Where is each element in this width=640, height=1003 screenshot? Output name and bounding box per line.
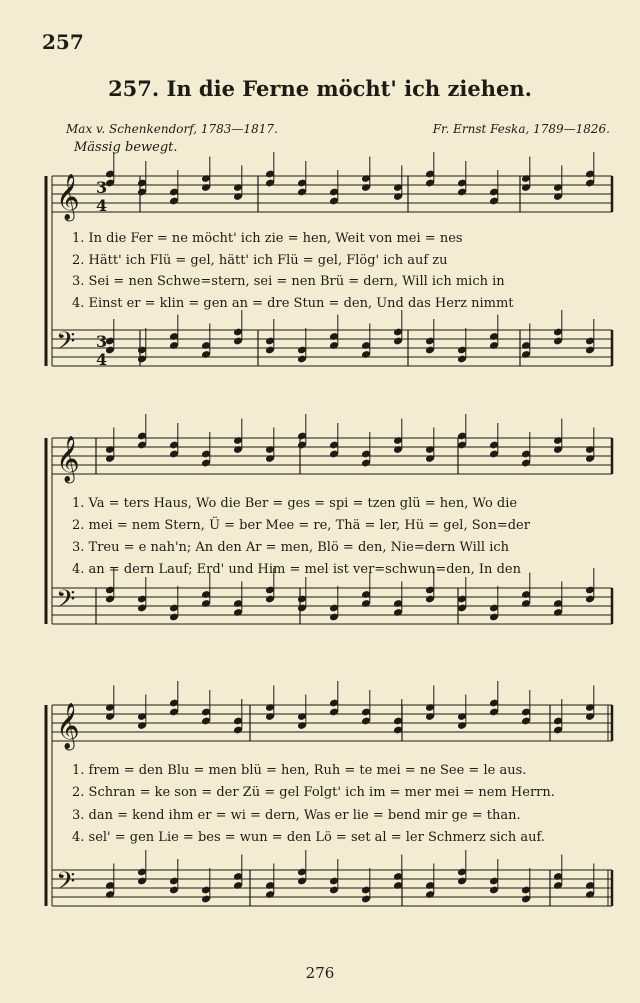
verse-line: 2. mei = nem Stern, Ü = ber Mee = re, Thä = ler, Hü = gel, Son=der <box>72 518 530 533</box>
verse-line: 2. Schran = ke son = der Zü = gel Folgt' ich im = mer mei = nem Herrn. <box>72 785 555 800</box>
svg-text:𝄞: 𝄞 <box>56 436 80 482</box>
hymn-title: 257. In die Ferne möcht' ich ziehen. <box>108 76 532 101</box>
svg-text:3: 3 <box>96 178 108 197</box>
verse-line: 4. sel' = gen Lie = bes = wun = den Lö = set al = ler Schmerz sich auf. <box>72 830 545 845</box>
verse-line: 2. Hätt' ich Flü = gel, hätt' ich Flü = gel, Flög' ich auf zu <box>72 253 448 268</box>
verse-line: 1. frem = den Blu = men blü = hen, Ruh = te mei = ne See = le aus. <box>72 763 527 778</box>
svg-text:4: 4 <box>96 350 108 369</box>
hymn-number-top: 257 <box>42 30 84 54</box>
composer-credit: Fr. Ernst Feska, 1789—1826. <box>432 122 610 136</box>
svg-text:𝄢: 𝄢 <box>56 585 76 620</box>
svg-text:3: 3 <box>96 332 108 351</box>
svg-text:𝄞: 𝄞 <box>56 703 80 749</box>
svg-text:𝄞: 𝄞 <box>56 174 80 220</box>
verse-line: 1. In die Fer = ne möcht' ich zie = hen, Weit von mei = nes <box>72 231 463 246</box>
verse-line: 3. Treu = e nah'n; An den Ar = men, Blö = den, Nie=dern Will ich <box>72 540 510 555</box>
tempo-marking: Mässig bewegt. <box>74 140 178 155</box>
verse-line: 3. dan = kend ihm er = wi = dern, Was er lie = bend mir ge = than. <box>72 808 521 823</box>
page-number: 276 <box>305 964 335 982</box>
svg-text:4: 4 <box>96 196 108 215</box>
lyricist-credit: Max v. Schenkendorf, 1783—1817. <box>66 122 278 136</box>
verse-line: 1. Va = ters Haus, Wo die Ber = ges = spi = tzen glü = hen, Wo die <box>72 496 518 511</box>
svg-text:𝄢: 𝄢 <box>56 867 76 902</box>
verse-line: 4. an = dern Lauf; Erd' und Him = mel ist ver=schwun=den, In den <box>72 562 521 577</box>
verse-line: 4. Einst er = klin = gen an = dre Stun = den, Und das Herz nimmt <box>72 296 514 311</box>
svg-text:𝄢: 𝄢 <box>56 327 76 362</box>
verse-line: 3. Sei = nen Schwe=stern, sei = nen Brü = dern, Will ich mich in <box>72 274 505 289</box>
